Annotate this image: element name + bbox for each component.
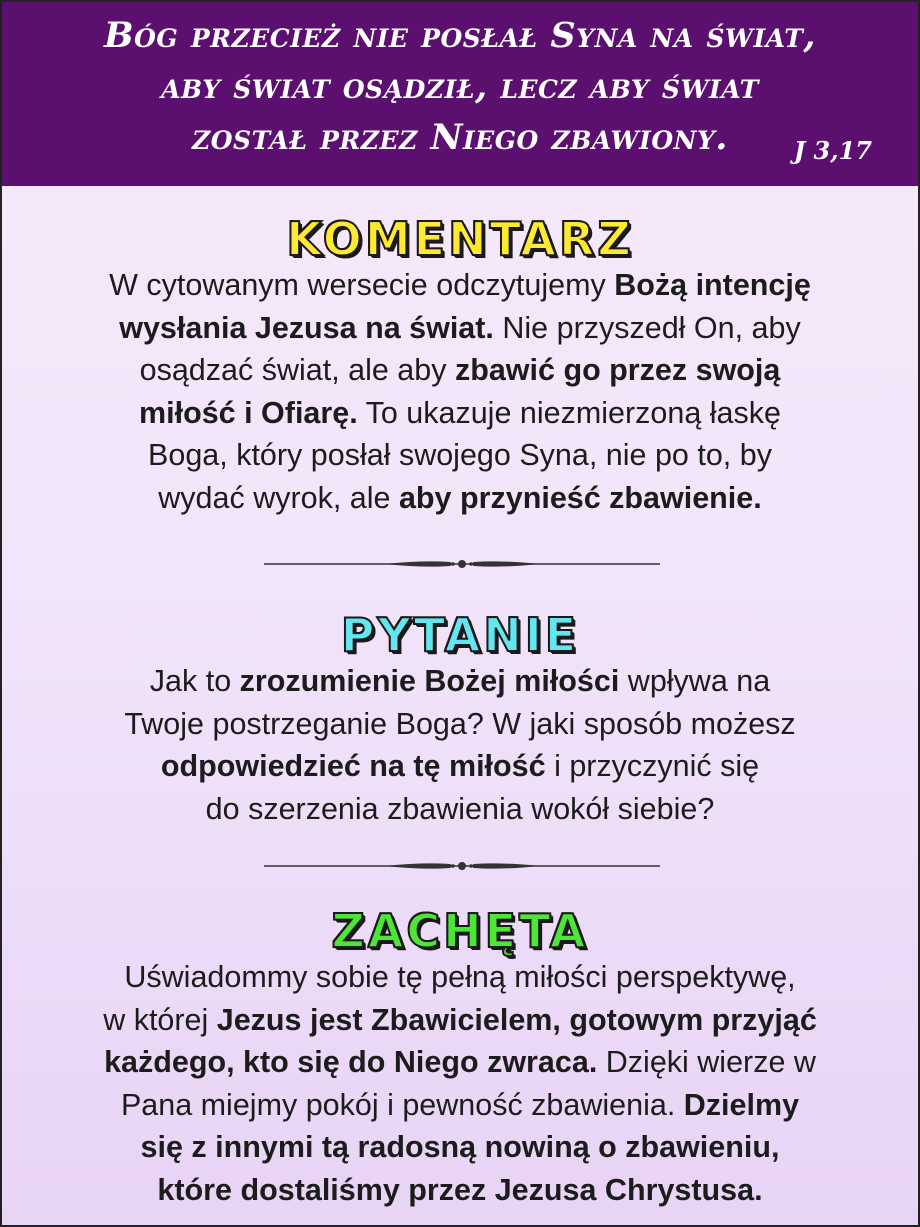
ornamental-divider-icon (264, 554, 660, 574)
body-text: Uświadommy sobie tę pełną miłości perspektywę, (124, 960, 796, 994)
emphasis-text: wysłania Jezusa na świat. (119, 310, 494, 345)
body-text: Twoje postrzeganie Boga? W jaki sposób możesz (124, 706, 796, 741)
body-text: w której (103, 1002, 217, 1037)
emphasis-text: każdego, kto się do Niego zwraca. (104, 1045, 598, 1079)
verse-text (2, 10, 918, 163)
text-line (22, 307, 898, 350)
body-text: W cytowanym wersecie odczytujemy (109, 268, 615, 302)
body-text: wydać wyrok, ale (158, 480, 399, 515)
emphasis-text: miłość i Ofiarę. (139, 395, 358, 430)
text-line (22, 349, 898, 392)
text-line (22, 477, 898, 520)
emphasis-text: które dostaliśmy przez Jezusa Chrystusa. (157, 1172, 763, 1207)
text-line (22, 956, 898, 999)
komentarz-heading: KOMENTARZ (286, 212, 634, 266)
text-line (22, 788, 898, 831)
verse-line: został przez Niego zbawiony. (192, 117, 728, 158)
body-text: wpływa na (619, 664, 771, 698)
ornamental-divider-icon (264, 856, 660, 876)
body-text: Pana miejmy pokój i pewność zbawienia. (120, 1087, 684, 1122)
text-line (22, 1041, 898, 1084)
zacheta-heading: ZACHĘTA (331, 904, 589, 958)
pytanie-text (22, 660, 898, 830)
body-text: To ukazuje niezmierzoną łaskę (357, 395, 781, 430)
text-line (22, 999, 898, 1042)
text-line (22, 745, 898, 788)
verse-banner (2, 2, 918, 186)
text-line (22, 1126, 898, 1169)
emphasis-text: zbawić go przez swoją (454, 353, 781, 387)
pytanie-heading: PYTANIE (340, 608, 580, 662)
emphasis-text: Bożą intencję (614, 268, 811, 302)
emphasis-text: Jezus jest Zbawicielem, gotowym przyjąć (216, 1002, 817, 1037)
komentarz-text (22, 264, 898, 519)
text-line (22, 1084, 898, 1127)
text-line (22, 434, 898, 477)
body-text: Boga, który posłał swojego Syna, nie po to, by (148, 438, 772, 472)
text-line (22, 392, 898, 435)
body-text: do szerzenia zbawienia wokół siebie? (205, 791, 715, 826)
body-text: Jak to (149, 664, 240, 698)
emphasis-text: odpowiedzieć na tę miłość (160, 749, 546, 783)
text-line (22, 264, 898, 307)
emphasis-text: Dzielmy (683, 1087, 800, 1122)
text-line (22, 703, 898, 746)
zacheta-text (22, 956, 898, 1211)
body-text: i przyczynić się (545, 749, 760, 783)
verse-line: aby świat osądził, lecz aby świat (161, 66, 759, 107)
text-line (22, 1169, 898, 1212)
text-line (22, 660, 898, 703)
emphasis-text: się z innymi tą radosną nowiną o zbawieniu, (140, 1130, 780, 1164)
body-text: Dzięki wierze w (597, 1045, 816, 1079)
verse-reference: J 3,17 (793, 136, 872, 165)
emphasis-text: zrozumienie Bożej miłości (239, 664, 620, 698)
body-text: osądzać świat, ale aby (139, 353, 455, 387)
body-text: Nie przyszedł On, aby (493, 310, 801, 345)
emphasis-text: aby przynieść zbawienie. (398, 480, 762, 515)
verse-line: Bóg przecież nie posłał Syna na świat, (104, 15, 816, 56)
